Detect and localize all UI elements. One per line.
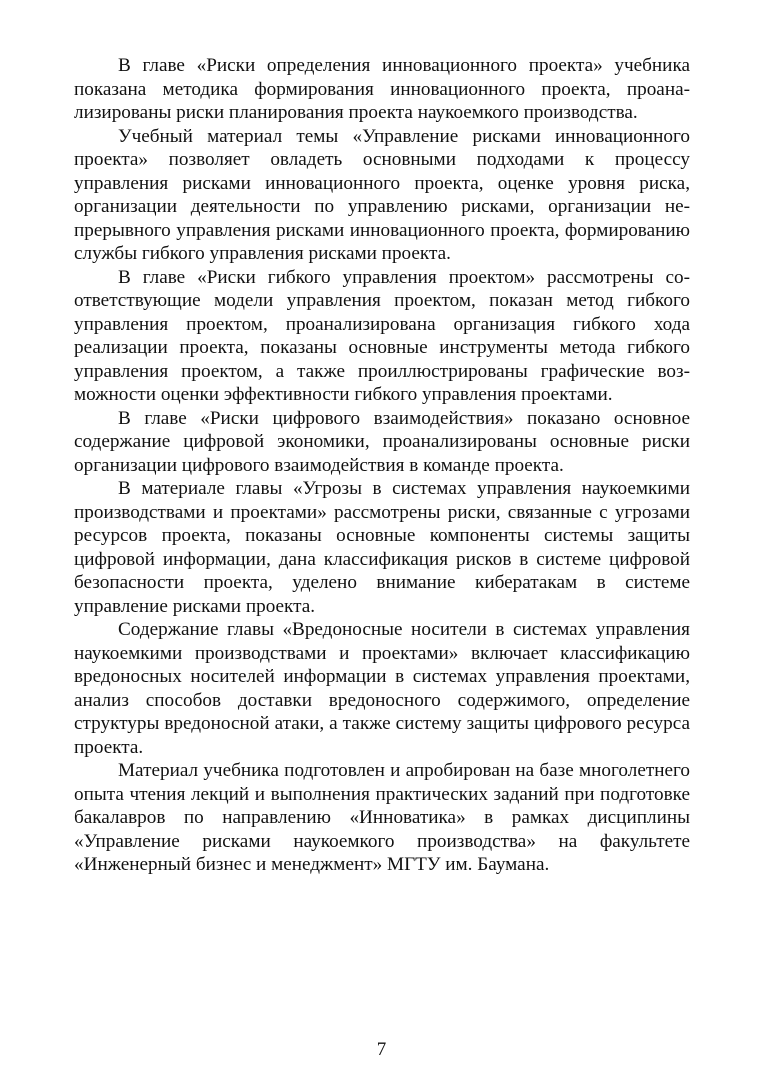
paragraph-chapter-digital-interaction: В главе «Риски цифрового взаимодействия» показано основное содержание цифровой экономики, проанализированы основные риски организации цифрового взаимодействия в команде проекта. bbox=[74, 407, 690, 476]
page-number: 7 bbox=[376, 1039, 387, 1060]
paragraph-chapter-malicious-carriers: Содержание главы «Вредоносные носители в системах управления наукоемкими производствами и проектами» включает классификацию вредоносных носителей информации в системах управления проектами, анализ способов доставки вредоносного содержимого, определение структуры вредоносной атаки, а также систему защиты цифрового ресурса проекта. bbox=[74, 619, 690, 758]
page-body bbox=[74, 54, 690, 877]
paragraph-chapter-threats: В материале главы «Угрозы в системах управления наукоемкими производствами и проектами» рассмотрены риски, связанные с угрозами ресурсов проекта, показаны основные компоненты системы защиты цифровой информации, дана классификация рисков в системе цифровой безопасности проекта, уделено внимание кибератакам в системе управление рисками проекта. bbox=[74, 478, 690, 617]
paragraph-textbook-origin: Материал учебника подготовлен и апробирован на базе многолетнего опыта чтения лекций и выполнения практических заданий при подготовке бакалавров по направлению «Инноватика» в рамках дисциплины «Управление рисками наукоемкого производства» на факультете «Инженерный бизнес и менеджмент» МГТУ им. Баумана. bbox=[74, 760, 690, 875]
paragraph-risk-management-topic: Учебный материал темы «Управление рисками инновационного проекта» позволяет овладеть основными подходами к процессу управления рисками инновационного проекта, оценке уровня риска, организации деятельности по управлению рисками, организации непрерывного управления рисками инновационного проекта, формированию службы гибкого управления рисками проекта. bbox=[74, 125, 690, 264]
paragraph-chapter-risks-definition: В главе «Риски определения инновационного проекта» учебника показана методика формирования инновационного проекта, проанализированы риски планирования проекта наукоемкого производства. bbox=[74, 55, 690, 123]
paragraph-chapter-agile-management: В главе «Риски гибкого управления проектом» рассмотрены соответствующие модели управления проектом, показан метод гибкого управления проектом, проанализирована организация гибкого хода реализации проекта, показаны основные инструменты метода гибкого управления проектом, а также проиллюстрированы графические возможности оценки эффективности гибкого управления проектами. bbox=[74, 266, 690, 405]
